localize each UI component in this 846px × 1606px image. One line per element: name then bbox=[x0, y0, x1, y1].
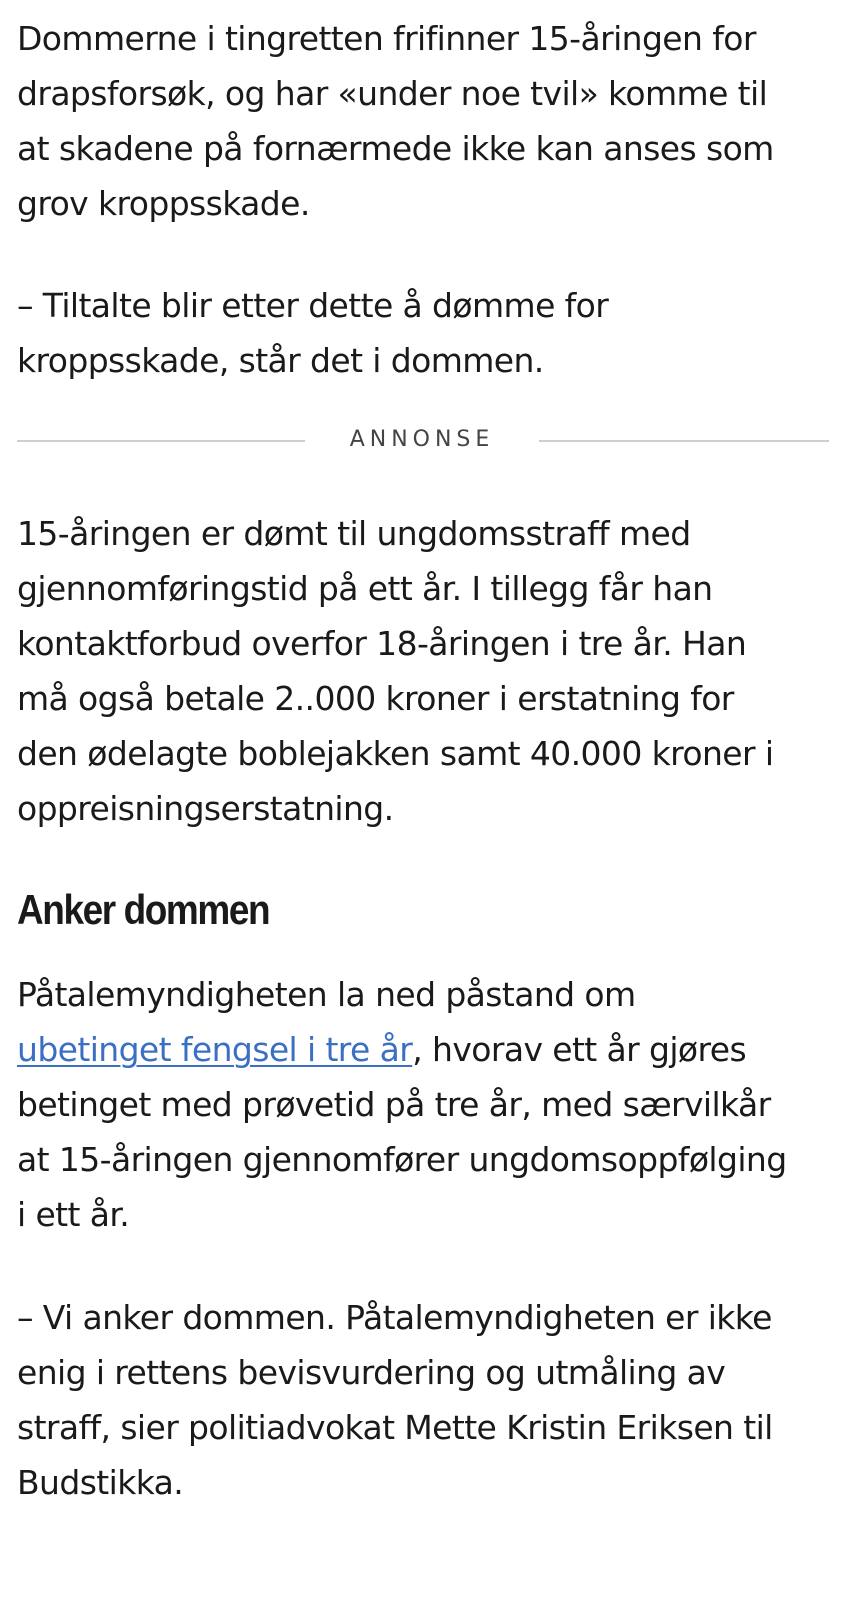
paragraph-line: betinget med prøvetid på tre år, med særvilkår bbox=[17, 1085, 771, 1124]
paragraph-line: gjennomføringstid på ett år. I tillegg får han bbox=[17, 569, 713, 608]
paragraph-line: kroppsskade, står det i dommen. bbox=[17, 341, 544, 380]
ad-divider bbox=[17, 424, 829, 456]
paragraph-line: oppreisningserstatning. bbox=[17, 789, 394, 828]
article-paragraph bbox=[17, 11, 774, 231]
ad-divider-rule-right bbox=[539, 440, 829, 442]
paragraph-line-with-link bbox=[17, 1022, 787, 1077]
paragraph-line: i ett år. bbox=[17, 1195, 130, 1234]
paragraph-line: enig i rettens bevisvurdering og utmåling av bbox=[17, 1353, 726, 1392]
paragraph-line: – Vi anker dommen. Påtalemyndigheten er ikke bbox=[17, 1298, 772, 1337]
paragraph-line: at 15-åringen gjennomfører ungdomsoppfølging bbox=[17, 1140, 787, 1179]
article-link[interactable]: ubetinget fengsel i tre år bbox=[17, 1030, 413, 1069]
article-quote-paragraph bbox=[17, 1290, 773, 1510]
paragraph-line-rest: , hvorav ett år gjøres bbox=[412, 1030, 747, 1069]
article-quote-paragraph bbox=[17, 278, 608, 388]
paragraph-line: Påtalemyndigheten la ned påstand om bbox=[17, 975, 636, 1014]
paragraph-line: – Tiltalte blir etter dette å dømme for bbox=[17, 286, 609, 325]
paragraph-line: grov kroppsskade. bbox=[17, 184, 310, 223]
paragraph-line: kontaktforbud overfor 18-åringen i tre år. Han bbox=[17, 624, 747, 663]
paragraph-line: må også betale 2..000 kroner i erstatning for bbox=[17, 679, 734, 718]
article-paragraph bbox=[17, 967, 787, 1242]
article-paragraph bbox=[17, 506, 773, 836]
paragraph-line: den ødelagte boblejakken samt 40.000 kroner i bbox=[17, 734, 774, 773]
paragraph-line: Budstikka. bbox=[17, 1463, 184, 1502]
paragraph-line: 15-åringen er dømt til ungdomsstraff med bbox=[17, 514, 691, 553]
paragraph-line: straff, sier politiadvokat Mette Kristin Eriksen til bbox=[17, 1408, 773, 1447]
section-heading: Anker dommen bbox=[17, 886, 270, 933]
paragraph-line: at skadene på fornærmede ikke kan anses som bbox=[17, 129, 774, 168]
ad-divider-rule-left bbox=[17, 440, 305, 442]
ad-label: ANNONSE bbox=[349, 427, 495, 452]
paragraph-line: Dommerne i tingretten frifinner 15-åringen for bbox=[17, 19, 756, 58]
paragraph-line: drapsforsøk, og har «under noe tvil» komme til bbox=[17, 74, 768, 113]
